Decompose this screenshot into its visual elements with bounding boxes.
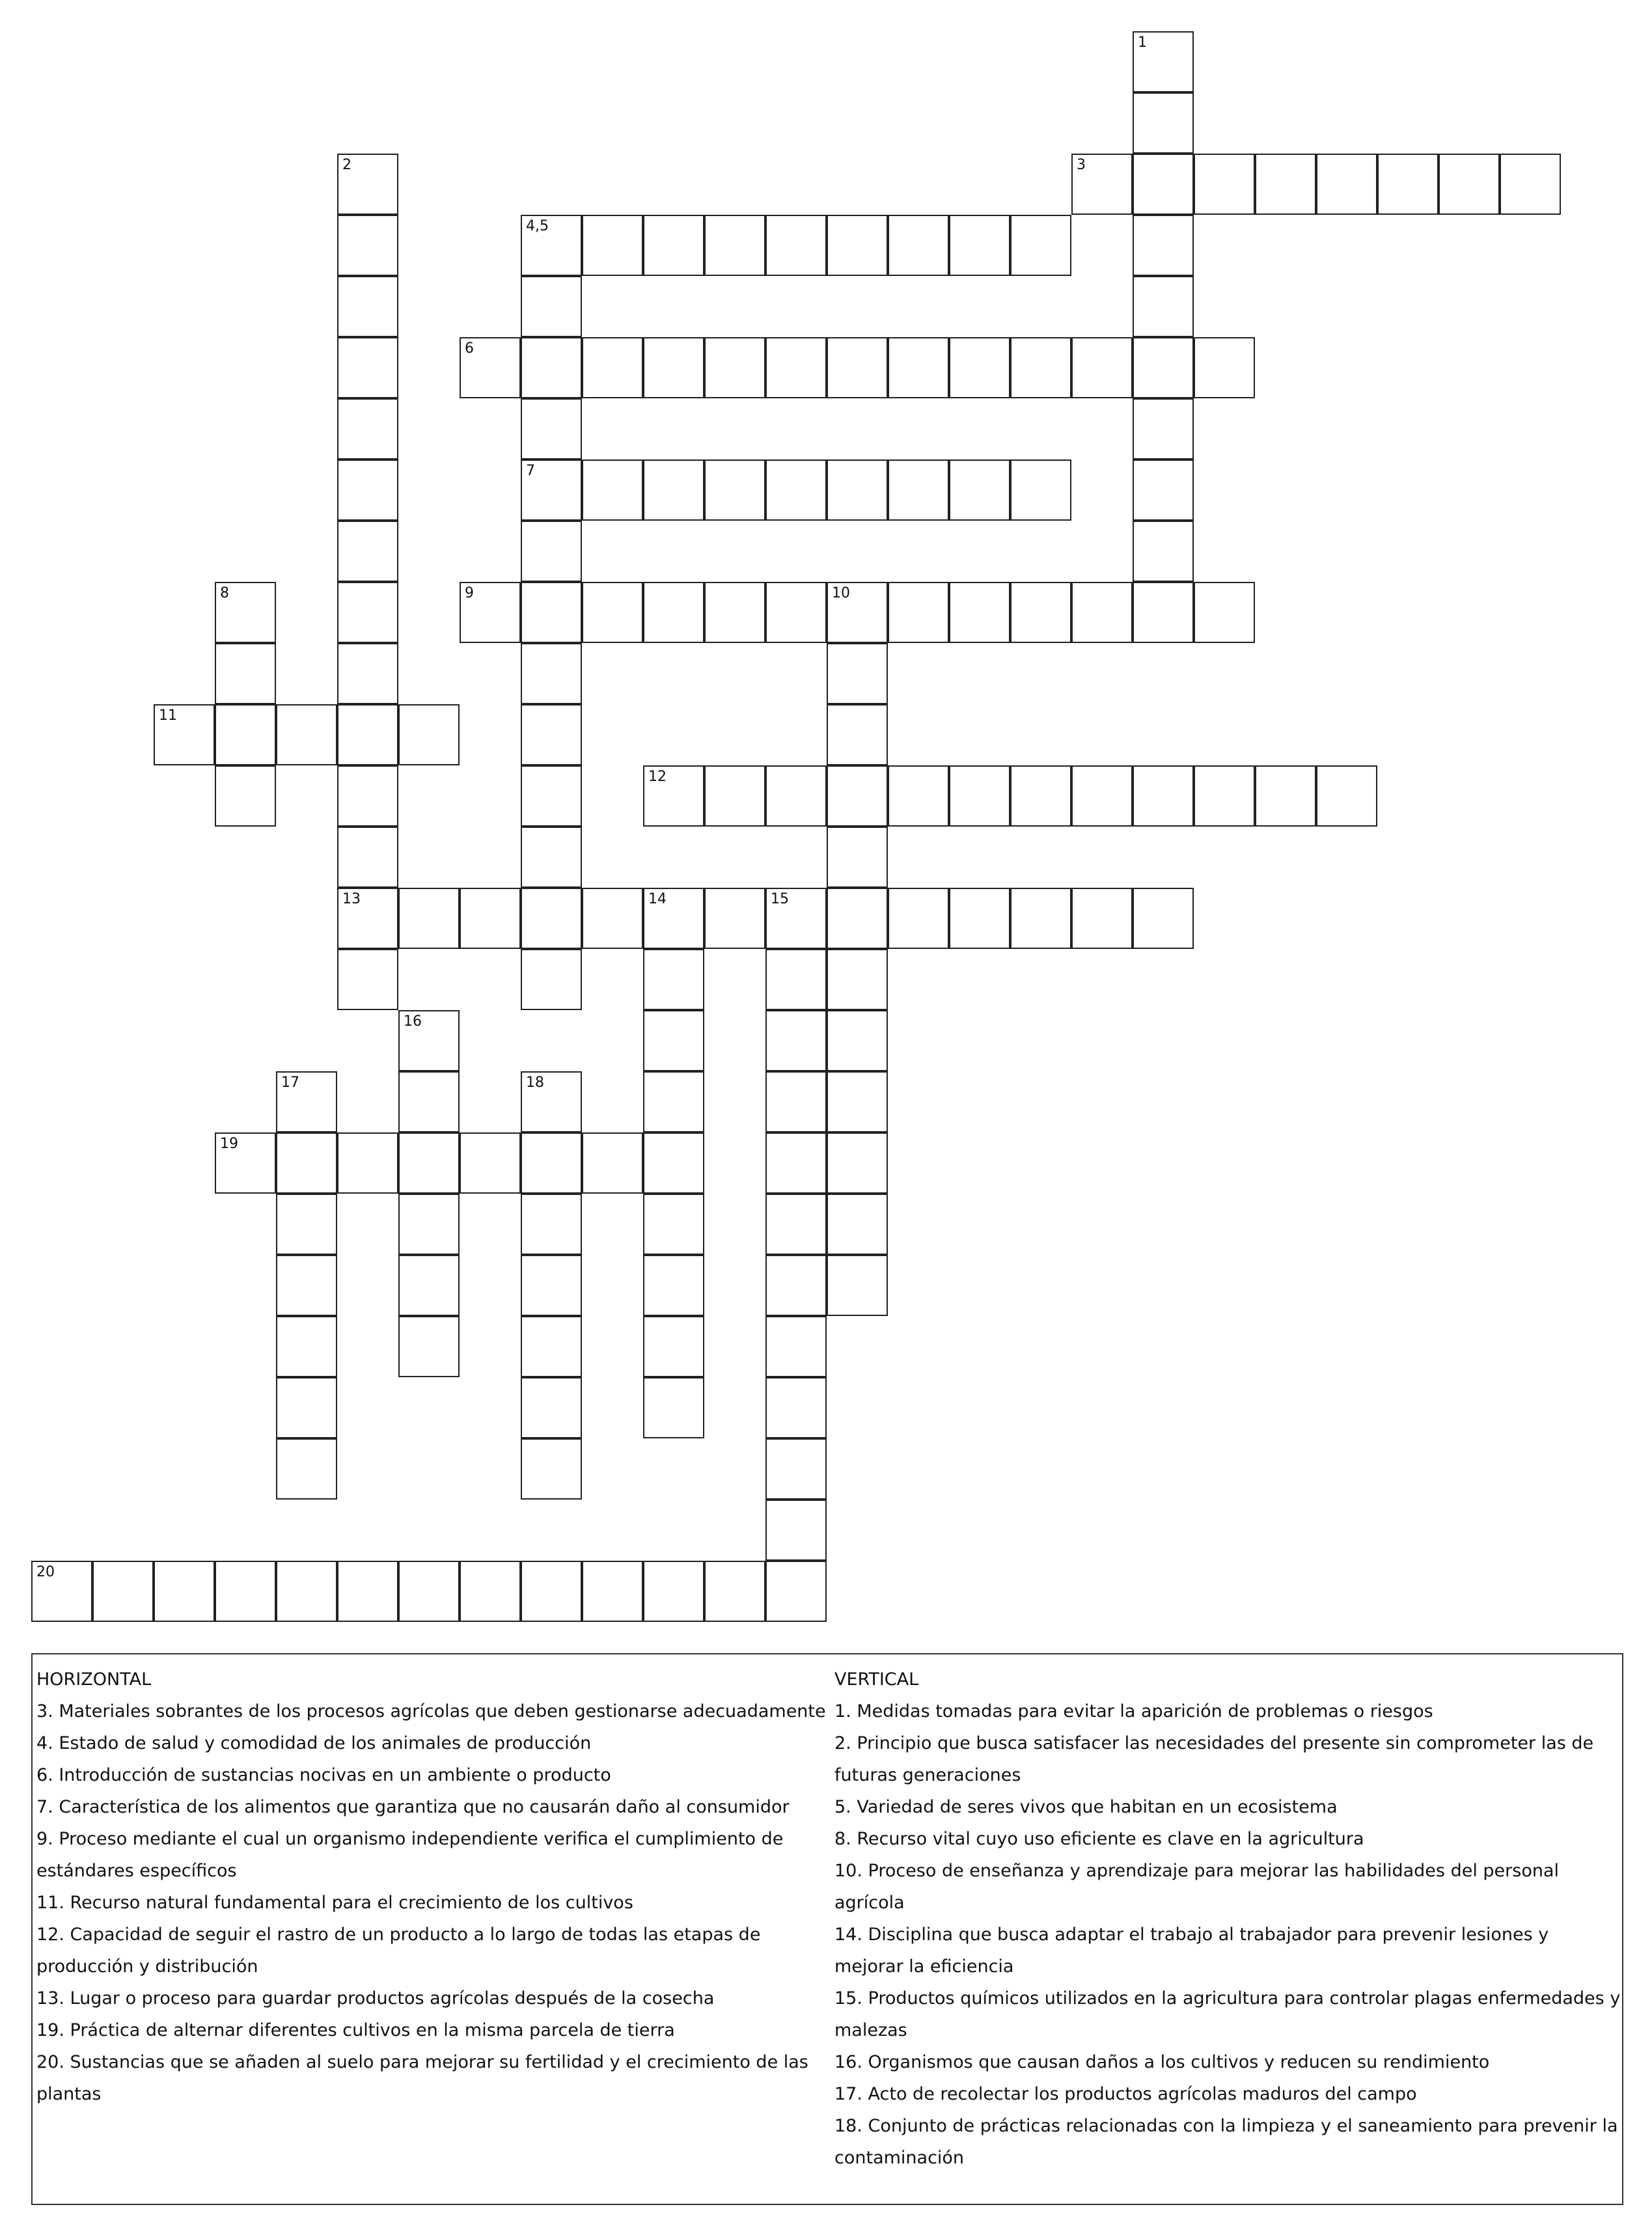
grid-cell[interactable] [1194, 337, 1255, 398]
grid-cell[interactable] [582, 1132, 643, 1194]
clue-number: 17 [281, 1075, 299, 1091]
clue-text: 17. Acto de recolectar los productos agrícolas maduros del campo [834, 2084, 1417, 2104]
grid-cell[interactable] [521, 765, 582, 827]
grid-cell[interactable] [337, 276, 398, 337]
clue-number: 13 [342, 891, 361, 907]
grid-cell[interactable] [1133, 582, 1194, 643]
grid-cell[interactable] [1133, 31, 1194, 92]
grid-cell[interactable] [704, 215, 765, 276]
clue-text: 2. Principio que busca satisfacer las necesidades del presente sin comprometer las de futuras generaciones [834, 1733, 1594, 1785]
grid-cell[interactable] [582, 215, 643, 276]
grid-cell[interactable] [337, 582, 398, 643]
clue-number: 4,5 [526, 218, 549, 234]
grid-cell[interactable] [276, 1132, 337, 1194]
clue-text: 19. Práctica de alternar diferentes cultivos en la misma parcela de tierra [36, 2020, 675, 2040]
grid-cell[interactable] [765, 1071, 827, 1132]
clue-number: 14 [648, 891, 667, 907]
grid-cell[interactable] [827, 582, 888, 643]
grid-cell[interactable] [704, 765, 765, 827]
grid-cell[interactable] [1071, 337, 1133, 398]
clue-text: 1. Medidas tomadas para evitar la aparición de problemas o riesgos [834, 1701, 1433, 1721]
clue-text: 10. Proceso de enseñanza y aprendizaje para mejorar las habilidades del personal agrícola [834, 1861, 1559, 1913]
grid-cell[interactable] [1010, 459, 1071, 521]
grid-cell[interactable] [1255, 154, 1316, 215]
grid-cell[interactable] [398, 1316, 460, 1377]
clue-number: 2 [342, 157, 351, 173]
grid-cell[interactable] [765, 1500, 827, 1561]
grid-cell[interactable] [460, 888, 521, 949]
grid-cell[interactable] [888, 459, 949, 521]
grid-cell[interactable] [1071, 888, 1133, 949]
grid-cell[interactable] [521, 949, 582, 1010]
grid-cell[interactable] [765, 949, 827, 1010]
grid-cell[interactable] [827, 643, 888, 704]
grid-cell[interactable] [643, 215, 704, 276]
grid-cell[interactable] [460, 1132, 521, 1194]
grid-cell[interactable] [1071, 582, 1133, 643]
grid-cell[interactable] [276, 1377, 337, 1438]
grid-cell[interactable] [643, 949, 704, 1010]
grid-cell[interactable] [398, 1132, 460, 1194]
grid-cell[interactable] [765, 888, 827, 949]
clue-number: 6 [465, 340, 474, 357]
grid-cell[interactable] [276, 1316, 337, 1377]
grid-cell[interactable] [276, 1561, 337, 1622]
grid-cell[interactable] [765, 215, 827, 276]
grid-cell[interactable] [1133, 459, 1194, 521]
grid-cell[interactable] [1377, 154, 1439, 215]
clue-text: 5. Variedad de seres vivos que habitan en un ecosistema [834, 1797, 1338, 1817]
grid-cell[interactable] [582, 888, 643, 949]
grid-cell[interactable] [1071, 154, 1133, 215]
clue-number: 8 [220, 585, 229, 601]
grid-cell[interactable] [521, 582, 582, 643]
grid-cell[interactable] [460, 582, 521, 643]
grid-cell[interactable] [398, 1561, 460, 1622]
grid-cell[interactable] [1133, 398, 1194, 459]
grid-cell[interactable] [398, 1071, 460, 1132]
grid-cell[interactable] [949, 215, 1010, 276]
grid-cell[interactable] [643, 1071, 704, 1132]
grid-cell[interactable] [765, 765, 827, 827]
grid-cell[interactable] [1010, 215, 1071, 276]
clue-text: 12. Capacidad de seguir el rastro de un producto a lo largo de todas las etapas de producción y distribución [36, 1925, 761, 1977]
grid-cell[interactable] [888, 582, 949, 643]
grid-cell[interactable] [827, 215, 888, 276]
grid-cell[interactable] [1133, 521, 1194, 582]
clue-number: 19 [220, 1136, 238, 1152]
grid-cell[interactable] [643, 459, 704, 521]
grid-cell[interactable] [337, 337, 398, 398]
grid-cell[interactable] [1439, 154, 1500, 215]
grid-cell[interactable] [521, 1438, 582, 1500]
grid-cell[interactable] [827, 1194, 888, 1255]
grid-cell[interactable] [643, 1194, 704, 1255]
down-list [834, 1695, 1621, 2174]
clue-text: 18. Conjunto de prácticas relacionadas con la limpieza y el saneamiento para prevenir la contaminación [834, 2116, 1618, 2168]
across-clues [36, 1664, 832, 2110]
grid-cell[interactable] [337, 643, 398, 704]
clue-number: 16 [404, 1013, 422, 1030]
grid-cell[interactable] [337, 1132, 398, 1194]
clue-text: 6. Introducción de sustancias nocivas en un ambiente o producto [36, 1765, 611, 1785]
grid-cell[interactable] [521, 1316, 582, 1377]
grid-cell[interactable] [337, 765, 398, 827]
grid-cell[interactable] [827, 949, 888, 1010]
across-title: HORIZONTAL [36, 1669, 152, 1690]
grid-cell[interactable] [1133, 276, 1194, 337]
grid-cell[interactable] [276, 1438, 337, 1500]
grid-cell[interactable] [337, 459, 398, 521]
grid-cell[interactable] [827, 459, 888, 521]
grid-cell[interactable] [337, 949, 398, 1010]
grid-cell[interactable] [1010, 582, 1071, 643]
grid-cell[interactable] [1071, 765, 1133, 827]
clue-text: 16. Organismos que causan daños a los cultivos y reducen su rendimiento [834, 2052, 1490, 2072]
grid-cell[interactable] [1133, 765, 1194, 827]
grid-cell[interactable] [398, 1255, 460, 1316]
grid-cell[interactable] [582, 459, 643, 521]
grid-cell[interactable] [521, 704, 582, 765]
grid-cell[interactable] [337, 154, 398, 215]
grid-cell[interactable] [398, 1194, 460, 1255]
clue-text: 7. Característica de los alimentos que garantiza que no causarán daño al consumidor [36, 1797, 790, 1817]
grid-cell[interactable] [827, 888, 888, 949]
grid-cell[interactable] [1316, 154, 1377, 215]
grid-cell[interactable] [704, 888, 765, 949]
grid-cell[interactable] [765, 1132, 827, 1194]
grid-cell[interactable] [765, 1010, 827, 1071]
grid-cell[interactable] [154, 704, 215, 765]
clue-number: 12 [648, 769, 667, 785]
grid-cell[interactable] [276, 1071, 337, 1132]
grid-cell[interactable] [827, 1010, 888, 1071]
grid-cell[interactable] [1194, 582, 1255, 643]
grid-cell[interactable] [1133, 888, 1194, 949]
grid-cell[interactable] [765, 582, 827, 643]
grid-cell[interactable] [337, 888, 398, 949]
grid-cell[interactable] [154, 1561, 215, 1622]
clue-number: 9 [465, 585, 474, 601]
grid-cell[interactable] [1133, 92, 1194, 154]
grid-cell[interactable] [398, 1010, 460, 1071]
grid-cell[interactable] [92, 1561, 154, 1622]
grid-cell[interactable] [521, 215, 582, 276]
clue-number: 11 [159, 707, 177, 724]
grid-cell[interactable] [643, 1561, 704, 1622]
grid-cell[interactable] [888, 888, 949, 949]
grid-cell[interactable] [1133, 337, 1194, 398]
grid-cell[interactable] [215, 1561, 276, 1622]
clue-text: 3. Materiales sobrantes de los procesos agrícolas que deben gestionarse adecuadamente [36, 1701, 826, 1721]
grid-cell[interactable] [521, 276, 582, 337]
grid-cell[interactable] [949, 888, 1010, 949]
clue-number: 15 [771, 891, 789, 907]
grid-cell[interactable] [1010, 765, 1071, 827]
grid-cell[interactable] [949, 582, 1010, 643]
clue-text: 8. Recurso vital cuyo uso eficiente es clave en la agricultura [834, 1829, 1364, 1849]
grid-cell[interactable] [521, 888, 582, 949]
grid-cell[interactable] [643, 1377, 704, 1438]
grid-cell[interactable] [276, 1255, 337, 1316]
grid-cell[interactable] [765, 1194, 827, 1255]
clue-text: 14. Disciplina que busca adaptar el trabajo al trabajador para prevenir lesiones y mejorar la eficiencia [834, 1925, 1549, 1977]
grid-cell[interactable] [827, 765, 888, 827]
clue-text: 11. Recurso natural fundamental para el crecimiento de los cultivos [36, 1893, 633, 1913]
grid-cell[interactable] [704, 1561, 765, 1622]
grid-cell[interactable] [704, 337, 765, 398]
grid-cell[interactable] [521, 827, 582, 888]
grid-cell[interactable] [337, 704, 398, 765]
grid-cell[interactable] [765, 1255, 827, 1316]
grid-cell[interactable] [521, 1377, 582, 1438]
down-title: VERTICAL [834, 1669, 919, 1690]
grid-cell[interactable] [337, 521, 398, 582]
grid-cell[interactable] [521, 1194, 582, 1255]
grid-cell[interactable] [521, 1071, 582, 1132]
clues-box [31, 1653, 1623, 2205]
grid-cell[interactable] [521, 337, 582, 398]
grid-cell[interactable] [582, 1561, 643, 1622]
grid-cell[interactable] [398, 704, 460, 765]
across-list [36, 1695, 832, 2110]
grid-cell[interactable] [215, 1132, 276, 1194]
grid-cell[interactable] [337, 827, 398, 888]
grid-cell[interactable] [949, 337, 1010, 398]
grid-cell[interactable] [1133, 215, 1194, 276]
grid-cell[interactable] [643, 1132, 704, 1194]
grid-cell[interactable] [765, 1316, 827, 1377]
grid-cell[interactable] [643, 888, 704, 949]
grid-cell[interactable] [643, 337, 704, 398]
down-clues [834, 1664, 1621, 2174]
grid-cell[interactable] [765, 337, 827, 398]
grid-cell[interactable] [643, 582, 704, 643]
grid-cell[interactable] [215, 643, 276, 704]
grid-cell[interactable] [827, 337, 888, 398]
grid-cell[interactable] [276, 704, 337, 765]
grid-cell[interactable] [765, 1561, 827, 1622]
grid-cell[interactable] [337, 398, 398, 459]
clue-text: 20. Sustancias que se añaden al suelo para mejorar su fertilidad y el crecimiento de las plantas [36, 2052, 808, 2104]
grid-cell[interactable] [521, 398, 582, 459]
grid-cell[interactable] [460, 1561, 521, 1622]
clue-number: 10 [832, 585, 850, 601]
grid-cell[interactable] [888, 215, 949, 276]
grid-cell[interactable] [827, 1071, 888, 1132]
grid-cell[interactable] [949, 765, 1010, 827]
grid-cell[interactable] [1194, 154, 1255, 215]
grid-cell[interactable] [949, 459, 1010, 521]
clue-text: 9. Proceso mediante el cual un organismo independiente verifica el cumplimiento de estándares específicos [36, 1829, 784, 1881]
grid-cell[interactable] [643, 1010, 704, 1071]
grid-cell[interactable] [31, 1561, 92, 1622]
grid-cell[interactable] [765, 1438, 827, 1500]
grid-cell[interactable] [1316, 765, 1377, 827]
grid-cell[interactable] [215, 582, 276, 643]
grid-cell[interactable] [276, 1194, 337, 1255]
clue-number: 20 [36, 1564, 55, 1580]
grid-cell[interactable] [765, 459, 827, 521]
grid-cell[interactable] [888, 337, 949, 398]
grid-cell[interactable] [1010, 888, 1071, 949]
grid-cell[interactable] [398, 888, 460, 949]
grid-cell[interactable] [827, 1255, 888, 1316]
grid-cell[interactable] [1010, 337, 1071, 398]
grid-cell[interactable] [704, 582, 765, 643]
grid-cell[interactable] [582, 582, 643, 643]
grid-cell[interactable] [521, 521, 582, 582]
grid-cell[interactable] [827, 827, 888, 888]
grid-cell[interactable] [1500, 154, 1561, 215]
grid-cell[interactable] [643, 765, 704, 827]
clue-number: 7 [526, 463, 535, 479]
clue-text: 15. Productos químicos utilizados en la agricultura para controlar plagas enfermedades y malezas [834, 1988, 1621, 2040]
grid-cell[interactable] [827, 704, 888, 765]
grid-cell[interactable] [521, 1561, 582, 1622]
grid-cell[interactable] [337, 215, 398, 276]
grid-cell[interactable] [643, 1255, 704, 1316]
grid-cell[interactable] [765, 1377, 827, 1438]
grid-cell[interactable] [337, 1561, 398, 1622]
grid-cell[interactable] [643, 1316, 704, 1377]
grid-cell[interactable] [582, 337, 643, 398]
grid-cell[interactable] [704, 459, 765, 521]
grid-cell[interactable] [1194, 765, 1255, 827]
grid-cell[interactable] [521, 1132, 582, 1194]
grid-cell[interactable] [1255, 765, 1316, 827]
clue-number: 3 [1077, 157, 1086, 173]
grid-cell[interactable] [888, 765, 949, 827]
grid-cell[interactable] [215, 765, 276, 827]
grid-cell[interactable] [460, 337, 521, 398]
grid-cell[interactable] [521, 459, 582, 521]
clue-number: 1 [1138, 34, 1147, 51]
grid-cell[interactable] [521, 1255, 582, 1316]
clue-text: 13. Lugar o proceso para guardar productos agrícolas después de la cosecha [36, 1988, 715, 2009]
clue-text: 4. Estado de salud y comodidad de los animales de producción [36, 1733, 592, 1753]
grid-cell[interactable] [521, 643, 582, 704]
grid-cell[interactable] [215, 704, 276, 765]
grid-cell[interactable] [1133, 154, 1194, 215]
grid-cell[interactable] [827, 1132, 888, 1194]
clue-number: 18 [526, 1075, 544, 1091]
